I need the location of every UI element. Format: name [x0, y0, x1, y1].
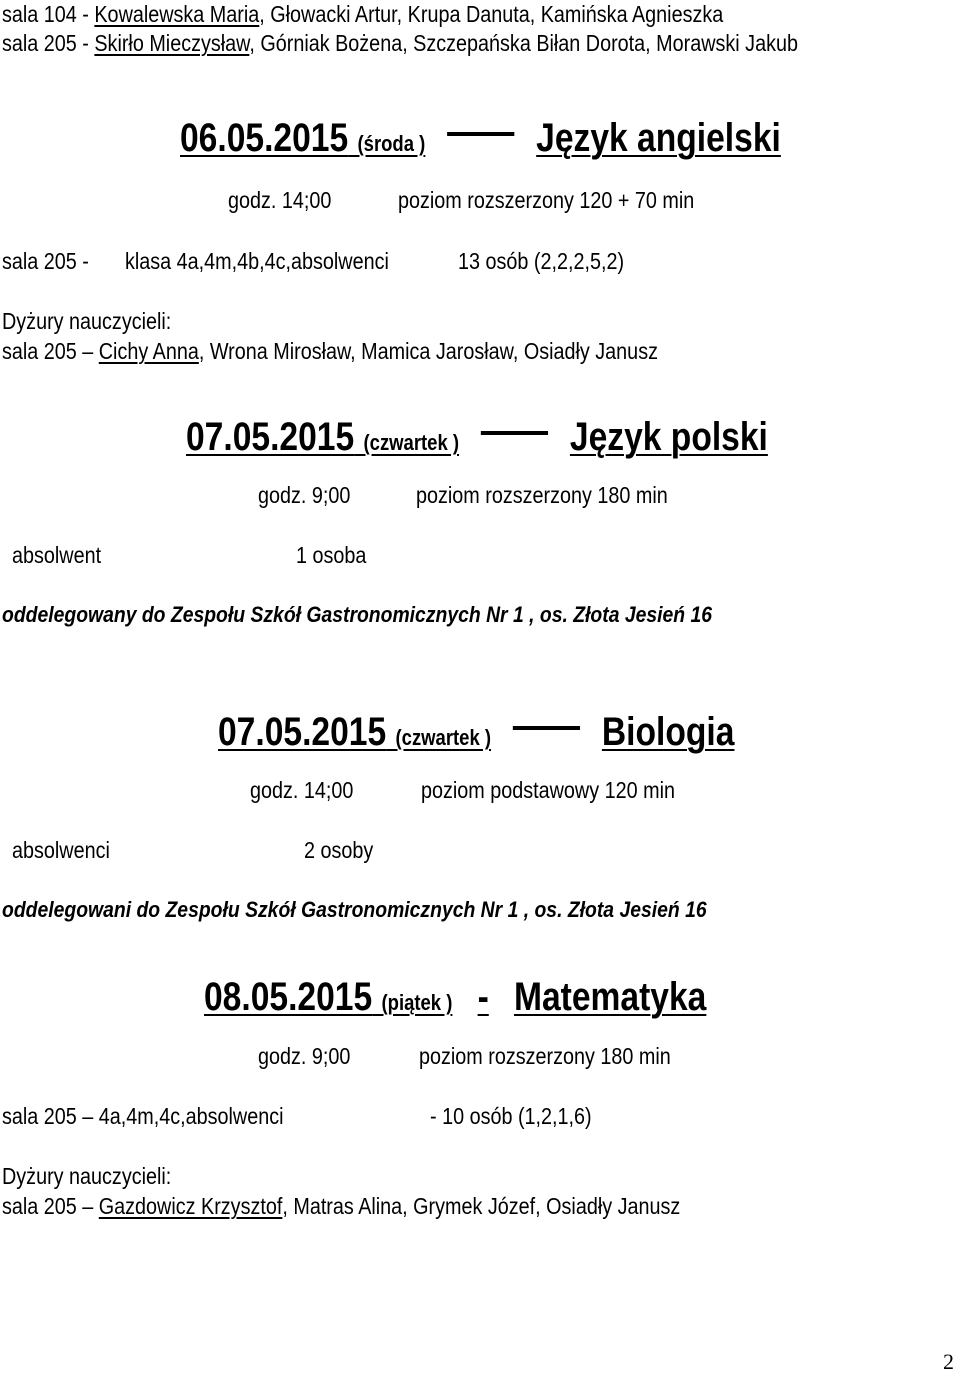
exam-day: (piątek )	[381, 990, 453, 1015]
exam-count: 2 osoby	[304, 837, 374, 863]
delegation-note: oddelegowany do Zespołu Szkół Gastronomicznych Nr 1 , os. Złota Jesień 16	[2, 602, 713, 627]
exam-room-classes: sala 205 – 4a,4m,4c,absolwenci	[2, 1103, 284, 1129]
exam-heading-polish	[186, 413, 768, 467]
exam-subject: Język polski	[569, 415, 768, 459]
exam-candidates: absolwenci	[12, 837, 110, 863]
other-teachers: , Matras Alina, Grymek Józef, Osiadły Janusz	[282, 1193, 681, 1219]
room-label: sala 104 -	[2, 1, 89, 27]
exam-date: 07.05.2015	[218, 710, 387, 754]
exam-subject: Biologia	[601, 710, 735, 754]
exam-level: poziom rozszerzony 180 min	[419, 1043, 671, 1069]
exam-subject: Matematyka	[513, 975, 707, 1019]
exam-time: godz. 9;00	[258, 1043, 351, 1069]
exam-candidate: absolwent	[12, 542, 102, 568]
exam-date: 06.05.2015	[180, 116, 349, 160]
exam-heading-english	[180, 114, 781, 168]
dash-separator	[481, 431, 548, 435]
room-label: sala 205 -	[2, 30, 89, 56]
exam-date: 07.05.2015	[186, 415, 355, 459]
exam-day: (czwartek )	[395, 725, 492, 750]
exam-count: - 10 osób (1,2,1,6)	[430, 1103, 592, 1129]
lead-teacher: Gazdowicz Krzysztof	[98, 1193, 283, 1219]
duty-label: Dyżury nauczycieli:	[2, 1163, 172, 1189]
duty-line	[2, 337, 658, 365]
exam-classes: klasa 4a,4m,4b,4c,absolwenci	[125, 248, 389, 274]
room-104-duty-line	[2, 0, 723, 28]
exam-count: 13 osób (2,2,2,5,2)	[458, 248, 625, 274]
dash-separator	[447, 132, 514, 136]
room-205-duty-line	[2, 29, 798, 57]
exam-level: poziom rozszerzony 120 + 70 min	[398, 187, 695, 213]
exam-day: (czwartek )	[363, 430, 460, 455]
dash-separator	[513, 726, 580, 730]
exam-heading-biology	[218, 708, 734, 762]
exam-time: godz. 9;00	[258, 482, 351, 508]
exam-level: poziom podstawowy 120 min	[421, 777, 675, 803]
lead-teacher: Skirło Mieczysław	[94, 30, 250, 56]
exam-date: 08.05.2015	[204, 975, 373, 1019]
other-teachers: , Górniak Bożena, Szczepańska Biłan Dorota, Morawski Jakub	[249, 30, 798, 56]
other-teachers: , Wrona Mirosław, Mamica Jarosław, Osiadły Janusz	[198, 338, 658, 364]
exam-heading-math	[204, 973, 706, 1027]
dash-separator: -	[477, 975, 489, 1019]
exam-count: 1 osoba	[296, 542, 367, 568]
delegation-note: oddelegowani do Zespołu Szkół Gastronomicznych Nr 1 , os. Złota Jesień 16	[2, 897, 707, 922]
exam-room: sala 205 -	[2, 248, 89, 274]
lead-teacher: Cichy Anna	[98, 338, 199, 364]
exam-level: poziom rozszerzony 180 min	[416, 482, 668, 508]
room-label: sala 205 –	[2, 1193, 94, 1219]
room-label: sala 205 –	[2, 338, 94, 364]
page-number: 2	[943, 1349, 954, 1374]
duty-line	[2, 1192, 680, 1220]
lead-teacher: Kowalewska Maria	[94, 1, 260, 27]
other-teachers: , Głowacki Artur, Krupa Danuta, Kamińska Agnieszka	[259, 1, 724, 27]
exam-day: (środa )	[357, 131, 426, 156]
exam-subject: Język angielski	[536, 116, 781, 160]
exam-time: godz. 14;00	[228, 187, 332, 213]
duty-label: Dyżury nauczycieli:	[2, 308, 172, 334]
exam-time: godz. 14;00	[250, 777, 354, 803]
